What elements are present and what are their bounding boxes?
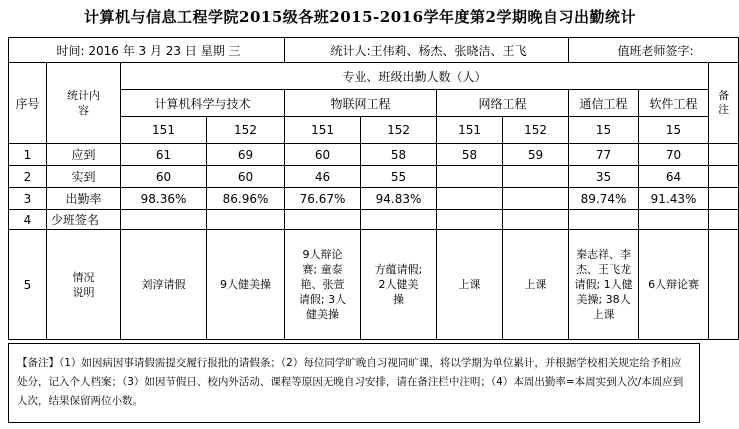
data-cell[interactable]: 64 bbox=[639, 166, 709, 188]
seq-header: 序号 bbox=[9, 63, 47, 144]
signature-cell[interactable] bbox=[503, 210, 569, 230]
signature-cell[interactable] bbox=[285, 210, 361, 230]
remark-cell[interactable] bbox=[709, 210, 739, 230]
signature-cell[interactable] bbox=[361, 210, 437, 230]
class-cell: 152 bbox=[503, 117, 569, 144]
row-seq: 5 bbox=[9, 230, 47, 340]
class-cell: 151 bbox=[121, 117, 207, 144]
data-cell[interactable]: 35 bbox=[569, 166, 639, 188]
data-cell[interactable]: 86.96% bbox=[207, 188, 285, 210]
data-cell[interactable]: 98.36% bbox=[121, 188, 207, 210]
situation-cell[interactable]: 上课 bbox=[503, 230, 569, 340]
class-cell: 152 bbox=[207, 117, 285, 144]
situation-text: 秦志祥、李杰、王飞龙请假; 1人健美操; 38人上课 bbox=[574, 248, 633, 321]
data-cell[interactable]: 60 bbox=[121, 166, 207, 188]
data-cell[interactable]: 58 bbox=[437, 144, 503, 166]
page-title: 计算机与信息工程学院2015级各班2015-2016学年度第2学期晚自习出勤统计 bbox=[84, 8, 636, 26]
situation-cell[interactable]: 刘淳请假 bbox=[121, 230, 207, 340]
table-row bbox=[9, 188, 739, 210]
data-cell[interactable]: 69 bbox=[207, 144, 285, 166]
signature-cell[interactable] bbox=[121, 210, 207, 230]
remark-cell[interactable] bbox=[709, 144, 739, 166]
data-cell[interactable]: 55 bbox=[361, 166, 437, 188]
major-cs: 计算机科学与技术 bbox=[121, 90, 285, 117]
major-iot: 物联网工程 bbox=[285, 90, 437, 117]
class-cell: 151 bbox=[437, 117, 503, 144]
statistician-text: 统计人:王伟莉、杨杰、张晓洁、王飞 bbox=[330, 43, 527, 58]
situation-cell[interactable]: 上课 bbox=[437, 230, 503, 340]
table-row bbox=[9, 166, 739, 188]
data-cell[interactable]: 59 bbox=[503, 144, 569, 166]
situation-cell[interactable] bbox=[285, 230, 361, 340]
stat-content-text: 统计内容 bbox=[67, 89, 100, 117]
teacher-sign-text: 值班老师签字: bbox=[617, 43, 694, 58]
situation-cell[interactable]: 6人辩论赛 bbox=[639, 230, 709, 340]
situation-text: 方蕴请假; 2人健美操 bbox=[374, 263, 423, 306]
row-label: 实到 bbox=[47, 166, 121, 188]
remark-text: 备注 bbox=[718, 89, 730, 116]
class-cell: 151 bbox=[285, 117, 361, 144]
stat-content-header bbox=[47, 63, 121, 144]
remark-header bbox=[709, 63, 739, 144]
data-cell[interactable] bbox=[437, 166, 503, 188]
teacher-sign-cell[interactable] bbox=[569, 38, 739, 63]
row-seq: 4 bbox=[9, 210, 47, 230]
remark-cell[interactable] bbox=[709, 230, 739, 340]
situation-row bbox=[9, 230, 739, 340]
data-cell[interactable]: 77 bbox=[569, 144, 639, 166]
data-cell[interactable]: 61 bbox=[121, 144, 207, 166]
time-cell bbox=[9, 38, 285, 63]
data-cell[interactable]: 46 bbox=[285, 166, 361, 188]
major-comm: 通信工程 bbox=[569, 90, 639, 117]
signature-cell[interactable] bbox=[569, 210, 639, 230]
situation-label-text: 情况说明 bbox=[72, 270, 95, 299]
situation-cell[interactable] bbox=[361, 230, 437, 340]
info-row bbox=[9, 38, 739, 63]
class-cell: 15 bbox=[639, 117, 709, 144]
data-cell[interactable] bbox=[503, 166, 569, 188]
table-row bbox=[9, 144, 739, 166]
data-cell[interactable]: 60 bbox=[207, 166, 285, 188]
data-cell[interactable]: 58 bbox=[361, 144, 437, 166]
situation-cell[interactable]: 9人健美操 bbox=[207, 230, 285, 340]
signature-cell[interactable] bbox=[639, 210, 709, 230]
data-cell[interactable]: 89.74% bbox=[569, 188, 639, 210]
header-row-group bbox=[9, 63, 739, 90]
situation-text: 9人辩论赛; 童泰艳、张萱请假; 3人健美操 bbox=[298, 248, 347, 321]
row-label: 出勤率 bbox=[47, 188, 121, 210]
data-cell[interactable] bbox=[437, 188, 503, 210]
row-label: 应到 bbox=[47, 144, 121, 166]
statistician-cell bbox=[285, 38, 569, 63]
data-cell[interactable] bbox=[503, 188, 569, 210]
group-title-header: 专业、班级出勤人数（人） bbox=[121, 63, 709, 90]
attendance-table bbox=[8, 37, 739, 340]
class-cell: 152 bbox=[361, 117, 437, 144]
time-text: 时间: 2016 年 3 月 23 日 星期 三 bbox=[56, 43, 241, 58]
row-seq: 1 bbox=[9, 144, 47, 166]
row-seq: 2 bbox=[9, 166, 47, 188]
signature-cell[interactable] bbox=[207, 210, 285, 230]
remark-cell[interactable] bbox=[709, 166, 739, 188]
data-cell[interactable]: 76.67% bbox=[285, 188, 361, 210]
row-label bbox=[47, 230, 121, 340]
data-cell[interactable]: 60 bbox=[285, 144, 361, 166]
class-cell: 15 bbox=[569, 117, 639, 144]
data-cell[interactable]: 70 bbox=[639, 144, 709, 166]
signature-cell[interactable] bbox=[437, 210, 503, 230]
major-software: 软件工程 bbox=[639, 90, 709, 117]
major-network: 网络工程 bbox=[437, 90, 569, 117]
notes-box: 【备注】（1）如因病因事请假需提交履行报批的请假条；（2）每位同学旷晚自习视同旷课，将以学期为单位累计，并根据学校相关规定给予相应处分，记入个人档案；（3）如因节假日、校内外活动、课程等原因无晚自习安排，请在备注栏中注明；（4）本周出勤率=本周实到人次/本周应到人次，结果保留两位小数。 bbox=[8, 343, 700, 423]
data-cell[interactable]: 94.83% bbox=[361, 188, 437, 210]
row-label: 少班签名 bbox=[47, 210, 121, 230]
remark-cell[interactable] bbox=[709, 188, 739, 210]
table-row bbox=[9, 210, 739, 230]
situation-cell[interactable] bbox=[569, 230, 639, 340]
row-seq: 3 bbox=[9, 188, 47, 210]
data-cell[interactable]: 91.43% bbox=[639, 188, 709, 210]
